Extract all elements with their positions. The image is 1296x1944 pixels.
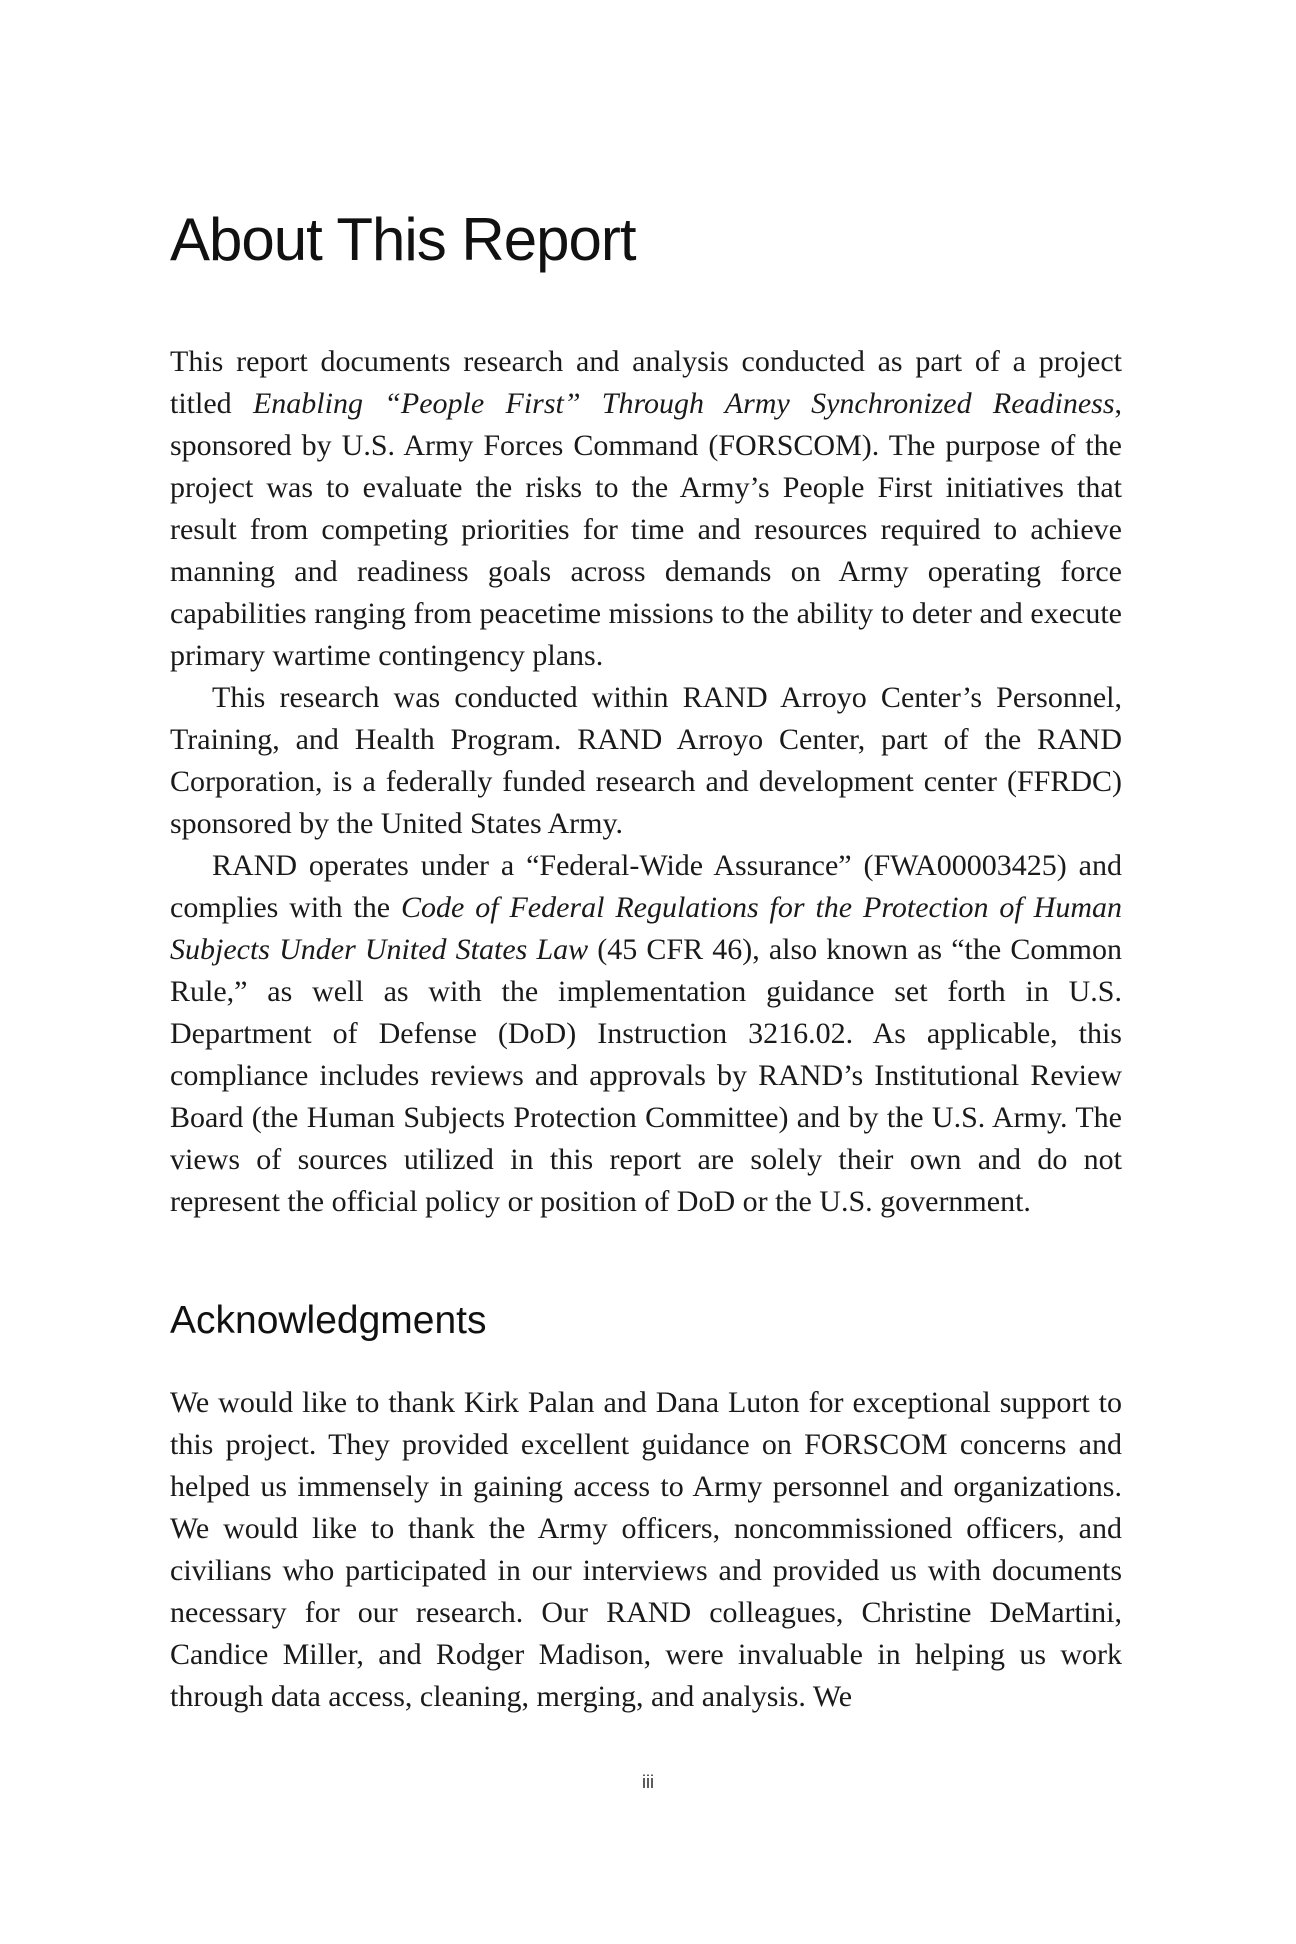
project-title-italic: Enabling “People First” Through Army Synchronized Readiness — [252, 387, 1115, 420]
about-paragraph-3-text-a: RAND operates under a “Federal-Wide Assurance” (FWA00003425) and complies with the — [170, 849, 1122, 924]
acknowledgments-heading: Acknowledgments — [170, 1299, 487, 1342]
about-paragraph-3-text-b: (45 CFR 46), also known as “the Common Rule,” as well as with the implementation guidance set forth in U.S. Department of Defense (DoD) Instruction 3216.02. As applicable, this compliance includes reviews and approvals by RAND’s Institutional Review Board (the Human Subjects Protection Committee) and by the U.S. Army. The views of sources utilized in this report are solely their own and do not represent the official policy or position of DoD or the U.S. government. — [170, 933, 1122, 1218]
acknowledgments-paragraph-1: We would like to thank Kirk Palan and Dana Luton for exceptional support to this project. They provided excellent guidance on FORSCOM concerns and helped us immensely in gaining access to Army personnel and organizations. We would like to thank the Army officers, noncommissioned officers, and civilians who participated in our interviews and provided us with documents necessary for our research. Our RAND colleagues, Christine DeMartini, Candice Miller, and Rodger Madison, were invaluable in helping us work through data access, cleaning, merging, and analysis. We — [170, 1386, 1122, 1713]
about-paragraph-1-text-b: , sponsored by U.S. Army Forces Command (FORSCOM). The purpose of the project was to evaluate the risks to the Army’s People First initiatives that result from competing priorities for time and resources required to achieve manning and readiness goals across demands on Army operating force capabilities ranging from peacetime missions to the ability to deter and execute primary wartime contingency plans. — [170, 387, 1123, 672]
acknowledgments-section — [170, 1382, 1122, 1718]
about-section — [170, 341, 1122, 1223]
page-number: iii — [642, 1772, 654, 1792]
about-paragraph-3 — [170, 845, 1122, 1223]
about-paragraph-1-text-a: This report documents research and analysis conducted as part of a project titled — [170, 345, 1122, 420]
page-title: About This Report — [170, 206, 636, 273]
about-paragraph-1 — [170, 341, 1122, 677]
regulation-title-italic: Code of Federal Regulations for the Protection of Human Subjects Under United States Law — [170, 891, 1122, 966]
about-paragraph-2: This research was conducted within RAND Arroyo Center’s Personnel, Training, and Health Program. RAND Arroyo Center, part of the RAND Corporation, is a federally funded research and development center (FFRDC) sponsored by the United States Army. — [170, 681, 1122, 840]
